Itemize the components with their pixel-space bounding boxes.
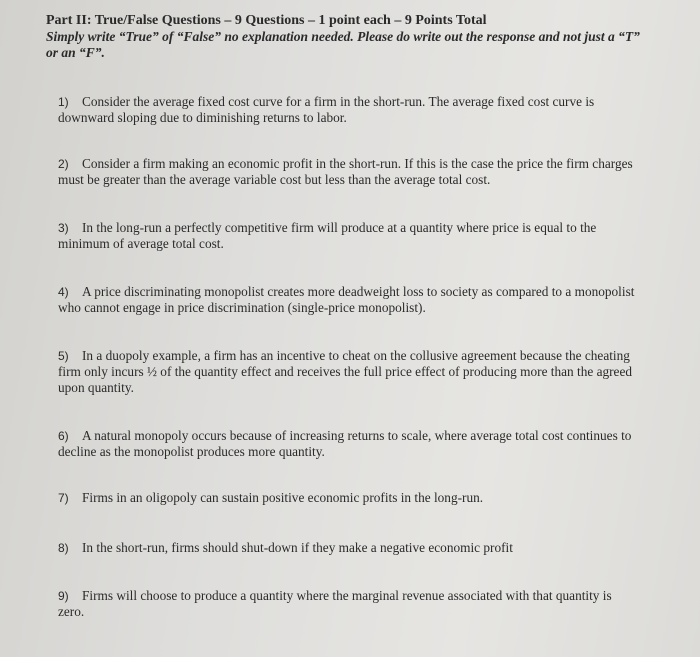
question-number: 4) [58, 285, 69, 299]
question-number: 9) [58, 589, 69, 603]
question-text: A price discriminating monopolist creates more deadweight loss to society as compared to a monopolist who cannot engage in price discrimination (single-price monopolist). [58, 284, 635, 315]
question-number: 2) [58, 157, 69, 171]
question-item [58, 156, 638, 188]
question-item [58, 94, 638, 126]
question-number: 6) [58, 429, 69, 443]
question-item [58, 428, 638, 460]
question-text: A natural monopoly occurs because of increasing returns to scale, where average total cost continues to decline as the monopolist produces more quantity. [58, 428, 632, 459]
section-header [46, 12, 670, 61]
question-item [58, 348, 638, 396]
question-text: In a duopoly example, a firm has an incentive to cheat on the collusive agreement because the cheating firm only incurs ½ of the quantity effect and receives the full price effect of producing more than the agreed upon quantity. [58, 348, 633, 395]
question-item [58, 588, 638, 620]
question-number: 5) [58, 349, 69, 363]
question-number: 1) [58, 95, 69, 109]
question-item [58, 540, 638, 556]
question-text: In the long-run a perfectly competitive firm will produce at a quantity where price is equal to the minimum of average total cost. [58, 220, 597, 251]
question-item [58, 220, 638, 252]
question-item [58, 490, 638, 506]
question-text: Firms will choose to produce a quantity where the marginal revenue associated with that quantity is zero. [58, 588, 612, 619]
question-text: Firms in an oligopoly can sustain positive economic profits in the long-run. [82, 490, 484, 505]
question-number: 8) [58, 541, 69, 555]
question-number: 3) [58, 221, 69, 235]
section-title: Part II: True/False Questions – 9 Questions – 1 point each – 9 Points Total [46, 13, 487, 28]
section-instructions: Simply write “True” of “False” no explanation needed. Please do write out the response and not just a “T” or an “F”. [46, 29, 640, 60]
question-number: 7) [58, 491, 69, 505]
question-text: In the short-run, firms should shut-down if they make a negative economic profit [82, 540, 513, 555]
question-text: Consider a firm making an economic profit in the short-run. If this is the case the price the firm charges must be greater than the average variable cost but less than the average total cost. [58, 156, 633, 187]
question-item [58, 284, 638, 316]
question-text: Consider the average fixed cost curve for a firm in the short-run. The average fixed cost curve is downward sloping due to diminishing returns to labor. [58, 94, 595, 125]
